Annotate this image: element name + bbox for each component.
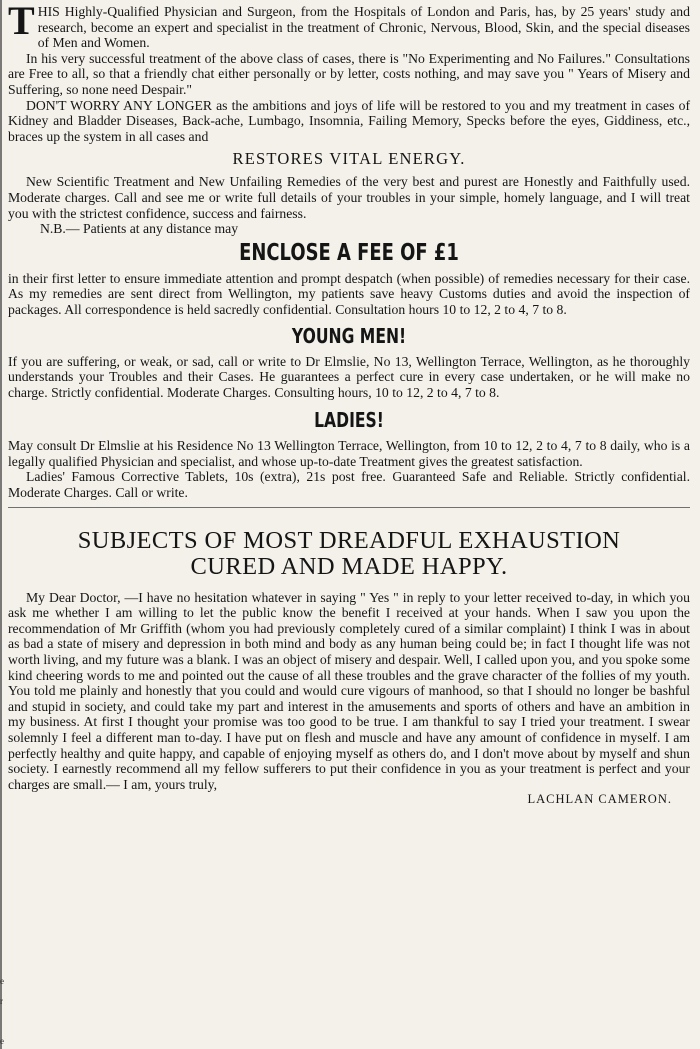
edge-fragment: e: [0, 976, 4, 986]
dont-worry-paragraph: DON'T WORRY ANY LONGER as the ambitions and joys of life will be restored to you and my treatment in cases of Kidney and Bladder Diseases, Back-ache, Lumbago, Insomnia, Failing Memory, Specks before the eyes, Giddiness, etc., braces up the system in all cases and: [8, 97, 690, 144]
nb-line: N.B.— Patients at any distance may: [40, 221, 239, 237]
ladies-paragraph: May consult Dr Elmslie at his Residence No 13 Wellington Terrace, Wellington, from 10 to 12, 2 to 4, 7 to 8 daily, who is a legally qualified Physician and specialist, and whose up-to-date Treatment gives the greatest satisfaction.: [8, 438, 690, 469]
subjects-heading-line-1: SUBJECTS OF MOST DREADFUL EXHAUSTION: [77, 526, 621, 554]
section-divider: [8, 507, 690, 508]
young-men-heading: YOUNG MEN!: [291, 323, 407, 348]
column-gutter-rule: [0, 0, 2, 1049]
restores-vital-energy-heading: RESTORES VITAL ENERGY.: [232, 149, 466, 169]
scientific-treatment-paragraph: New Scientific Treatment and New Unfailing Remedies of the very best and purest are Honestly and Faithfully used. Moderate charges. Call and see me or write full details of your troubles in your simple, homely language, and I will treat you with the strictest confidence, success and fairness.: [8, 174, 690, 221]
ladies-heading: LADIES!: [314, 408, 384, 433]
testimonial-letter: My Dear Doctor, —I have no hesitation whatever in saying " Yes " in reply to your letter received to-day, in which you ask me whether I am willing to let the public know the benefit I received at your hands. When I saw you upon the recommendation of Mr Griffith (whom you had previously completely cured of a similar complaint) I think I was in about as bad a state of misery and depression in both mind and body as any human being could be; in fact I thought life was not worth living, and my future was a blank. I was an object of misery and despair. Well, I called upon you, and you spoke some kind cheering words to me and pointed out the cause of all these troubles and the grave character of the follies of my youth. You told me plainly and honestly that you could and would cure vigours of manhood, so that I should no longer be bashful and stupid in society, and could take my part and interest in the amusements and sports of others and have an ambition in my business. At first I thought your promise was too good to be true. I am thankful to say I tried your treatment. I swear solemnly I feel a different man to-day. I have put on flesh and muscle and have any amount of confidence in myself. I am perfectly healthy and quite happy, and capable of enjoying myself as others do, and I don't move about by myself and shun society. I earnestly recommend all my fellow sufferers to put their confidence in you as your treatment is perfect and your charges are small.— I am, yours truly,: [8, 589, 690, 792]
ladies-tablets-paragraph: Ladies' Famous Corrective Tablets, 10s (extra), 21s post free. Guaranteed Safe and Reliable. Strictly confidential. Moderate Charges. Call or write.: [8, 469, 690, 501]
intro-text: HIS Highly-Qualified Physician and Surgeon, from the Hospitals of London and Paris, has, by 25 years' study and research, become an expert and specialist in the treatment of Chronic, Nervous, Blood, Skin, and the special diseases of Men and Women.: [37, 4, 690, 51]
edge-fragment: e: [0, 1036, 4, 1046]
treatment-paragraph: In his very successful treatment of the above class of cases, there is "No Experimenting and No Failures." Consultations are Free to all, so that a friendly chat either personally or by letter, costs nothing, and may save you " Years of Misery and Suffering, so none need Despair.": [8, 50, 690, 97]
enclose-fee-heading: ENCLOSE A FEE OF £1: [239, 239, 459, 266]
edge-fragment: r: [0, 996, 3, 1006]
fee-paragraph: in their first letter to ensure immediate attention and prompt despatch (when possible) of remedies necessary for their case. As my remedies are sent direct from Wellington, my patients save heavy Customs duties and avoid the inspection of packages. All correspondence is held sacredly confidential. Consultation hours 10 to 12, 2 to 4, 7 to 8.: [8, 270, 690, 317]
young-men-paragraph: If you are suffering, or weak, or sad, call or write to Dr Elmslie, No 13, Wellington Terrace, Wellington, as he thoroughly understands your Troubles and their Cases. He guarantees a perfect cure in every case undertaken, or he will make no charge. Strictly confidential. Moderate Charges. Consulting hours, 10 to 12, 2 to 4, 7 to 8.: [8, 353, 690, 400]
subjects-heading-line-2: CURED AND MADE HAPPY.: [190, 552, 508, 580]
intro-paragraph: [8, 0, 690, 51]
testimonial-signature: LACHLAN CAMERON.: [527, 792, 672, 807]
drop-cap: T: [8, 0, 35, 43]
